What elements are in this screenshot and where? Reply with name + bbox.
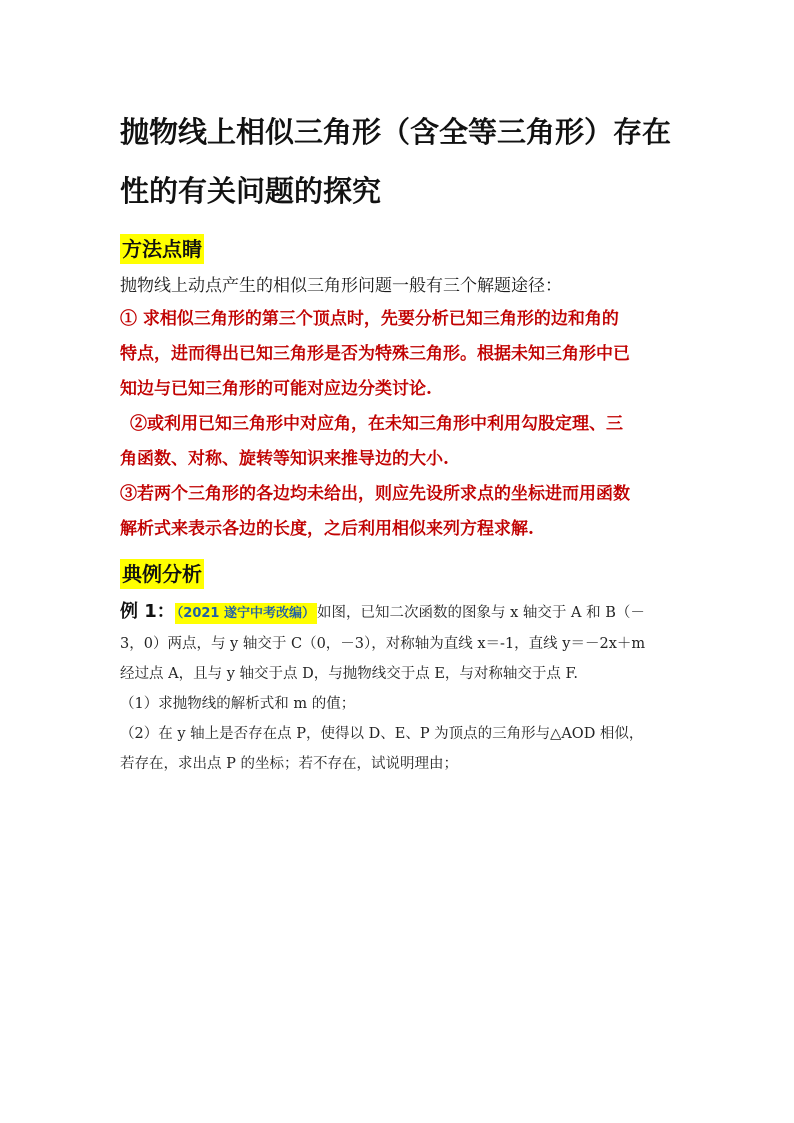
point3-line: ③若两个三角形的各边均未给出，则应先设所求点的坐标进而用函数	[120, 484, 630, 504]
example-label: 例 1：	[120, 601, 175, 622]
method-section	[120, 234, 680, 547]
method-heading: 方法点睛	[120, 234, 204, 264]
title-line-1: 抛物线上相似三角形（含全等三角形）存在	[120, 115, 672, 149]
point2-line: 角函数、对称、旋转等知识来推导边的大小.	[120, 449, 449, 469]
method-point-3	[120, 477, 680, 547]
point1-line: ① 求相似三角形的第三个顶点时，先要分析已知三角形的边和角的	[120, 309, 619, 329]
point1-line: 知边与已知三角形的可能对应边分类讨论.	[120, 379, 432, 399]
example-source-badge: （2021 遂宁中考改编）	[175, 603, 317, 624]
example-question-1: （1）求抛物线的解析式和 m 的值；	[120, 696, 356, 712]
method-point-2	[120, 407, 680, 477]
example-heading: 典例分析	[120, 559, 204, 589]
page-title	[120, 103, 680, 221]
example-text: 如图，已知二次函数的图象与 x 轴交于 A 和 B（－	[317, 605, 645, 621]
example-line: 3，0）两点，与 y 轴交于 C（0，－3），对称轴为直线 x＝-1，直线 y＝－2x＋m	[120, 636, 646, 652]
document-content	[120, 103, 680, 779]
example-1	[120, 597, 680, 779]
point1-line: 特点，进而得出已知三角形是否为特殊三角形。根据未知三角形中已	[120, 344, 630, 364]
example-question-2-cont: 若存在，求出点 P 的坐标；若不存在，试说明理由；	[120, 756, 458, 772]
title-line-2: 性的有关问题的探究	[120, 174, 382, 208]
point3-line: 解析式来表示各边的长度，之后利用相似来列方程求解.	[120, 519, 534, 539]
example-line	[120, 597, 680, 629]
method-intro: 抛物线上动点产生的相似三角形问题一般有三个解题途径：	[120, 276, 562, 296]
example-line: 经过点 A，且与 y 轴交于点 D，与抛物线交于点 E，与对称轴交于点 F.	[120, 666, 578, 682]
method-point-1	[120, 302, 680, 407]
example-section	[120, 559, 680, 779]
example-question-2: （2）在 y 轴上是否存在点 P，使得以 D、E、P 为顶点的三角形与△AOD 相似，	[120, 726, 644, 742]
point2-line: ②或利用已知三角形中对应角，在未知三角形中利用勾股定理、三	[130, 414, 623, 434]
